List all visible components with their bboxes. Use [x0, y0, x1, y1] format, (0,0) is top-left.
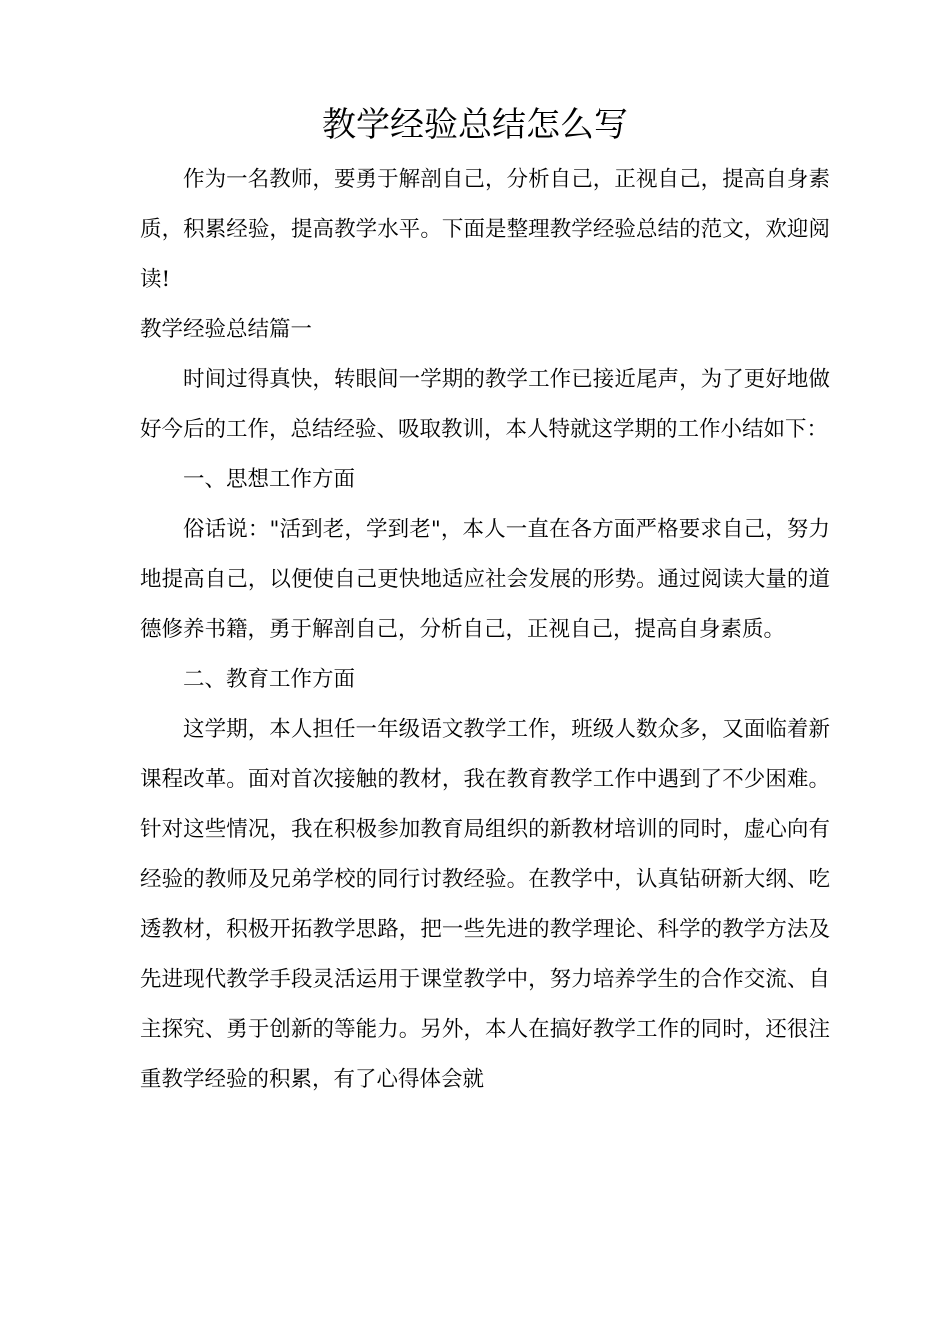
subheading-education-work: 二、教育工作方面 — [183, 667, 356, 692]
education-work-paragraph: 这学期，本人担任一年级语文教学工作，班级人数众多，又面临着新课程改革。面对首次接触的教材，我在教育教学工作中遇到了不少困难。针对这些情况，我在积极参加教育局组织的新教材培训的同时，虚心向有经验的教师及兄弟学校的同行讨教经验。在教学中，认真钻研新大纲、吃透教材，积极开拓教学思路，把一些先进的教学理论、科学的教学方法及先进现代教学手段灵活运用于课堂教学中，努力培养学生的合作交流、自主探究、勇于创新的等能力。另外，本人在搞好教学工作的同时，还很注重教学经验的积累，有了心得体会就 — [140, 717, 830, 1092]
document-body — [140, 155, 830, 1105]
opening-paragraph: 时间过得真快，转眼间一学期的教学工作已接近尾声，为了更好地做好今后的工作，总结经验、吸取教训，本人特就这学期的工作小结如下： — [140, 367, 830, 442]
document-title: 教学经验总结怎么写 — [322, 105, 628, 145]
thought-work-paragraph: 俗话说："活到老，学到老"，本人一直在各方面严格要求自己，努力地提高自己，以便使自己更快地适应社会发展的形势。通过阅读大量的道德修养书籍，勇于解剖自己，分析自己，正视自己，提高自身素质。 — [140, 517, 830, 642]
intro-paragraph: 作为一名教师，要勇于解剖自己，分析自己，正视自己，提高自身素质，积累经验，提高教学水平。下面是整理教学经验总结的范文，欢迎阅读! — [140, 167, 830, 292]
subheading-thought-work: 一、思想工作方面 — [183, 467, 356, 492]
section-heading: 教学经验总结篇一 — [140, 317, 313, 342]
